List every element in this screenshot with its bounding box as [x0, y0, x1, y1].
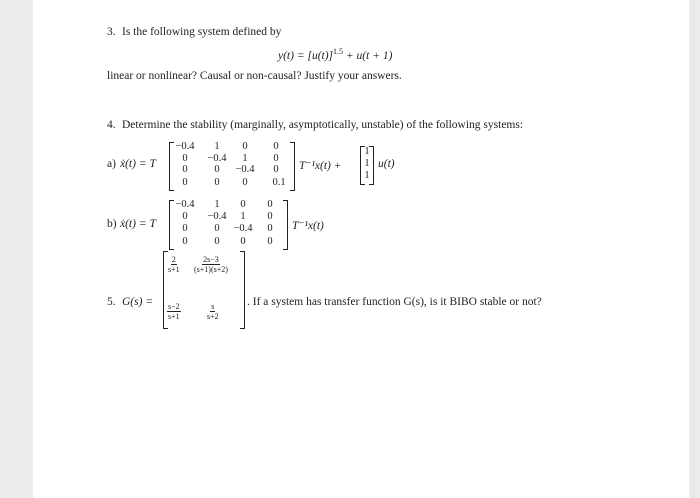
q4a-cell: 1	[242, 153, 248, 164]
q4b-cell: −0.4	[233, 223, 253, 234]
q4a-cell: 0	[273, 141, 279, 152]
q4b-cell: 1	[214, 199, 220, 210]
q4a-cell: 0	[214, 177, 220, 188]
q4a-vector-cell: 1	[364, 170, 370, 181]
q4b-cell: 0	[267, 236, 273, 247]
q4b-cell: 0	[267, 199, 273, 210]
q4b-cell: 0	[214, 223, 220, 234]
q4a-cell: −0.4	[235, 164, 255, 175]
q4b-cell: 0	[182, 236, 188, 247]
q4b-cell: 0	[182, 223, 188, 234]
q4a-cell: 0	[182, 164, 188, 175]
q4a-cell: 0	[273, 164, 279, 175]
q4a-mid: T⁻¹x(t) +	[299, 160, 342, 172]
q4a-cell: 0	[242, 141, 248, 152]
q3-followup: linear or nonlinear? Causal or non-causal? Justify your answers.	[107, 70, 402, 82]
q5-text: . If a system has transfer function G(s), is it BIBO stable or not?	[247, 296, 542, 308]
q4a-cell: 0	[242, 177, 248, 188]
q5-number: 5.	[107, 296, 116, 308]
q4-text: Determine the stability (marginally, asymptotically, unstable) of the following systems:	[122, 119, 524, 131]
scrollbar[interactable]	[690, 0, 696, 498]
q5-entry-22: $\frac{s}{s+2}$	[207, 302, 219, 321]
q4a-cell: 0	[273, 153, 279, 164]
q5-entry-12: $\frac{2s-3}{(s+1)(s+2)}$	[194, 255, 228, 274]
q4b-cell: 0	[267, 211, 273, 222]
q4a-label: a)	[107, 158, 116, 170]
q4b-cell: 0	[240, 199, 246, 210]
q3-equation: $y(t) = [u(t)]^{1.5} + u(t + 1)$	[278, 47, 393, 62]
q5-lhs: G(s) =	[122, 296, 154, 308]
q4b-cell: 1	[240, 211, 246, 222]
q4b-cell: 0	[267, 223, 273, 234]
q4b-label: b)	[107, 218, 117, 230]
q4a-cell: 0.1	[272, 177, 286, 188]
q4a-cell: 0	[182, 153, 188, 164]
q4a-lhs: ẋ(t) = T	[120, 158, 156, 170]
q4a-vector-cell: 1	[364, 146, 370, 157]
q4b-cell: 0	[182, 211, 188, 222]
q5-entry-21: $\frac{s-2}{s+1}$	[168, 302, 180, 321]
q3-number: 3.	[107, 26, 116, 38]
q4b-cell: −0.4	[207, 211, 227, 222]
q5-entry-11: $\frac{2}{s+1}$	[168, 255, 180, 274]
q4b-cell: −0.4	[175, 199, 195, 210]
q4b-cell: 0	[214, 236, 220, 247]
q3-text: Is the following system defined by	[122, 26, 282, 38]
q4b-matrix-right-bracket	[283, 200, 288, 250]
q4b-lhs: ẋ(t) = T	[120, 218, 156, 230]
q4b-tail: T⁻¹x(t)	[292, 220, 324, 232]
q4b-cell: 0	[240, 236, 246, 247]
q4-number: 4.	[107, 119, 116, 131]
q4a-cell: −0.4	[175, 141, 195, 152]
q4a-cell: 1	[214, 141, 220, 152]
q4a-vector-cell: 1	[364, 158, 370, 169]
q4a-cell: −0.4	[207, 153, 227, 164]
q4a-cell: 0	[182, 177, 188, 188]
q4a-tail: u(t)	[378, 158, 395, 170]
q4a-cell: 0	[214, 164, 220, 175]
q5-matrix-right-bracket	[240, 251, 245, 329]
